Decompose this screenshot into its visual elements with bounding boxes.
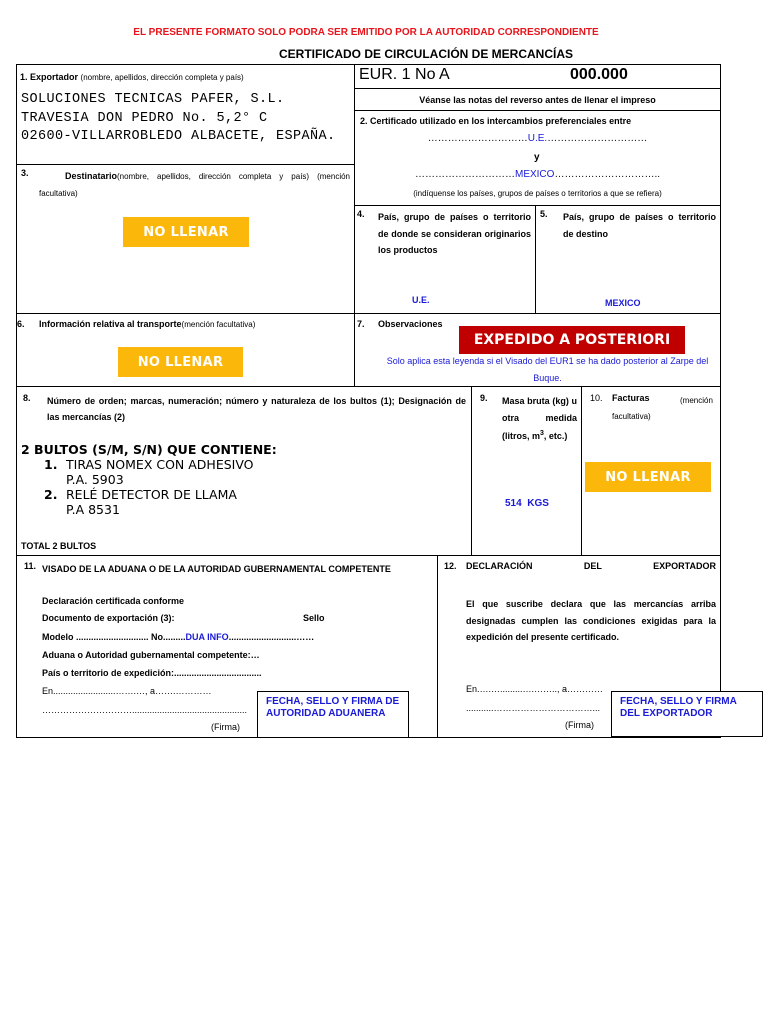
box9-sup: 3: [540, 430, 544, 437]
box4-num: 4.: [357, 209, 365, 219]
warning-notice: EL PRESENTE FORMATO SOLO PODRA SER EMITIDO POR LA AUTORIDAD CORRESPONDIENTE: [133, 27, 599, 38]
box10-note: (mención facultativa): [612, 396, 713, 421]
item-code: P.A 8531: [66, 502, 120, 517]
box8-label: Número de orden; marcas, numeración; número y naturaleza de los bultos (1); Designación de las mercancías (2): [47, 396, 466, 422]
signature-line: ...........……………………………...: [466, 703, 601, 713]
item-name: TIRAS NOMEX CON ADHESIVO: [66, 457, 254, 472]
box6-note: (mención facultativa): [181, 320, 256, 329]
export-document: Documento de exportación (3):: [42, 613, 175, 623]
item-number: 2.: [44, 487, 58, 502]
box9-label: [502, 393, 577, 445]
box5-label: País, grupo de países o territorio de destino: [563, 212, 716, 239]
place-date-line: En.........................…….…, a…….…………: [42, 686, 212, 696]
box6-num: 6.: [17, 319, 25, 329]
exporter-address: [21, 91, 336, 147]
dotted-line: …………………………: [414, 169, 515, 180]
box12-title: DECLARACIÓN DEL EXPORTADOR: [466, 561, 716, 571]
destination-value: MEXICO: [605, 298, 641, 308]
box12-num: 12.: [444, 561, 457, 571]
dua-info: DUA INFO: [185, 632, 229, 642]
box9-label-text: , etc.): [543, 431, 568, 441]
goods-item: [44, 487, 254, 502]
box10-label: Facturas: [612, 393, 650, 403]
sello-label: Sello: [303, 613, 325, 623]
box11-num: 11.: [24, 561, 37, 571]
item-number: 1.: [44, 457, 58, 472]
issuing-country: País o territorio de expedición:...................................: [42, 668, 262, 678]
box7-label: Observaciones: [378, 319, 443, 329]
box2-and: y: [534, 152, 540, 163]
eur-number: 000.000: [570, 66, 628, 83]
no-llenar-stamp: NO LLENAR: [585, 462, 711, 492]
expedido-a-posteriori-stamp: EXPEDIDO A POSTERIORI: [459, 326, 685, 354]
box8-num: 8.: [23, 393, 31, 403]
box1-note: (nombre, apellidos, dirección completa y país): [80, 73, 244, 82]
box9-num: 9.: [480, 393, 488, 403]
box4-label: País, grupo de países o territorio de donde se consideran originarios los productos: [378, 212, 531, 255]
total-packages: TOTAL 2 BULTOS: [21, 541, 97, 551]
dotted-line: …………………………..: [554, 169, 660, 180]
goods-item: [44, 457, 254, 472]
country-mexico: MEXICO: [514, 169, 555, 180]
no-llenar-stamp: NO LLENAR: [123, 217, 249, 247]
signature-label: (Firma): [565, 720, 594, 730]
item-code: P.A. 5903: [66, 472, 124, 487]
gross-mass-value: 514 KGS: [505, 498, 549, 509]
signature-label: (Firma): [211, 722, 240, 732]
declaration-text: El que suscribe declara que las mercancías arriba designadas cumplen las condiciones exigidas para la expedición del presente certificado.: [466, 599, 716, 642]
box3-num: 3.: [21, 168, 29, 178]
box3-label: Destinatario: [65, 171, 118, 181]
dotted-line: …………………………: [427, 133, 528, 144]
exporter-line: SOLUCIONES TECNICAS PAFER, S.L.: [21, 92, 285, 107]
goods-list: [44, 457, 254, 517]
customs-authority: Aduana o Autoridad gubernamental competente:…: [42, 650, 260, 660]
observations-note: Solo aplica esta leyenda si el Visado del EUR1 se ha dado posterior al Zarpe del Buque.: [386, 356, 709, 383]
item-name: RELÉ DETECTOR DE LLAMA: [66, 487, 237, 502]
dotted-line: …………………………: [547, 133, 648, 144]
place-date-line: En.….….........….…….., a…………: [466, 684, 604, 694]
box9-label-text: Masa bruta (kg) u otra medida (litros, m: [502, 396, 577, 441]
no-llenar-stamp: NO LLENAR: [118, 347, 243, 377]
modelo-line: [42, 632, 314, 642]
box2-label: 2. Certificado utilizado en los intercambios preferenciales entre: [360, 116, 632, 126]
eur-notice: Véanse las notas del reverso antes de llenar el impreso: [419, 95, 656, 105]
box5-num: 5.: [540, 209, 548, 219]
declaration-certified: Declaración certificada conforme: [42, 596, 185, 606]
box1-label: 1. Exportador: [20, 72, 79, 82]
box10-num: 10.: [590, 393, 603, 403]
customs-stamp-box: FECHA, SELLO Y FIRMA DE AUTORIDAD ADUANERA: [257, 691, 409, 738]
exporter-line: TRAVESIA DON PEDRO No. 5,2° C: [21, 110, 268, 126]
box7-num: 7.: [357, 319, 365, 329]
exporter-stamp-box: FECHA, SELLO Y FIRMA DEL EXPORTADOR: [611, 691, 763, 737]
modelo-text: Modelo ............................. No.........: [42, 632, 186, 642]
box3-note: (nombre, apellidos, dirección completa y país) (mención facultativa): [39, 172, 350, 198]
exporter-line: 02600-VILLARROBLEDO ALBACETE, ESPAÑA.: [21, 129, 336, 144]
origin-value: U.E.: [412, 295, 430, 305]
country-eu: U.E.: [527, 133, 548, 144]
goods-heading: 2 BULTOS (S/M, S/N) QUE CONTIENE:: [21, 442, 277, 457]
page-title: CERTIFICADO DE CIRCULACIÓN DE MERCANCÍAS: [279, 47, 573, 61]
box6-label: Información relativa al transporte: [39, 319, 182, 329]
modelo-text: ...........................……: [228, 632, 315, 642]
signature-line: …………………………..............................................: [42, 705, 248, 715]
eur-label: EUR. 1 No A: [359, 66, 450, 83]
box11-title: VISADO DE LA ADUANA O DE LA AUTORIDAD GUBERNAMENTAL COMPETENTE: [42, 564, 391, 574]
box2-note: (indíquense los países, grupos de países o territorios a que se refiera): [413, 189, 662, 198]
